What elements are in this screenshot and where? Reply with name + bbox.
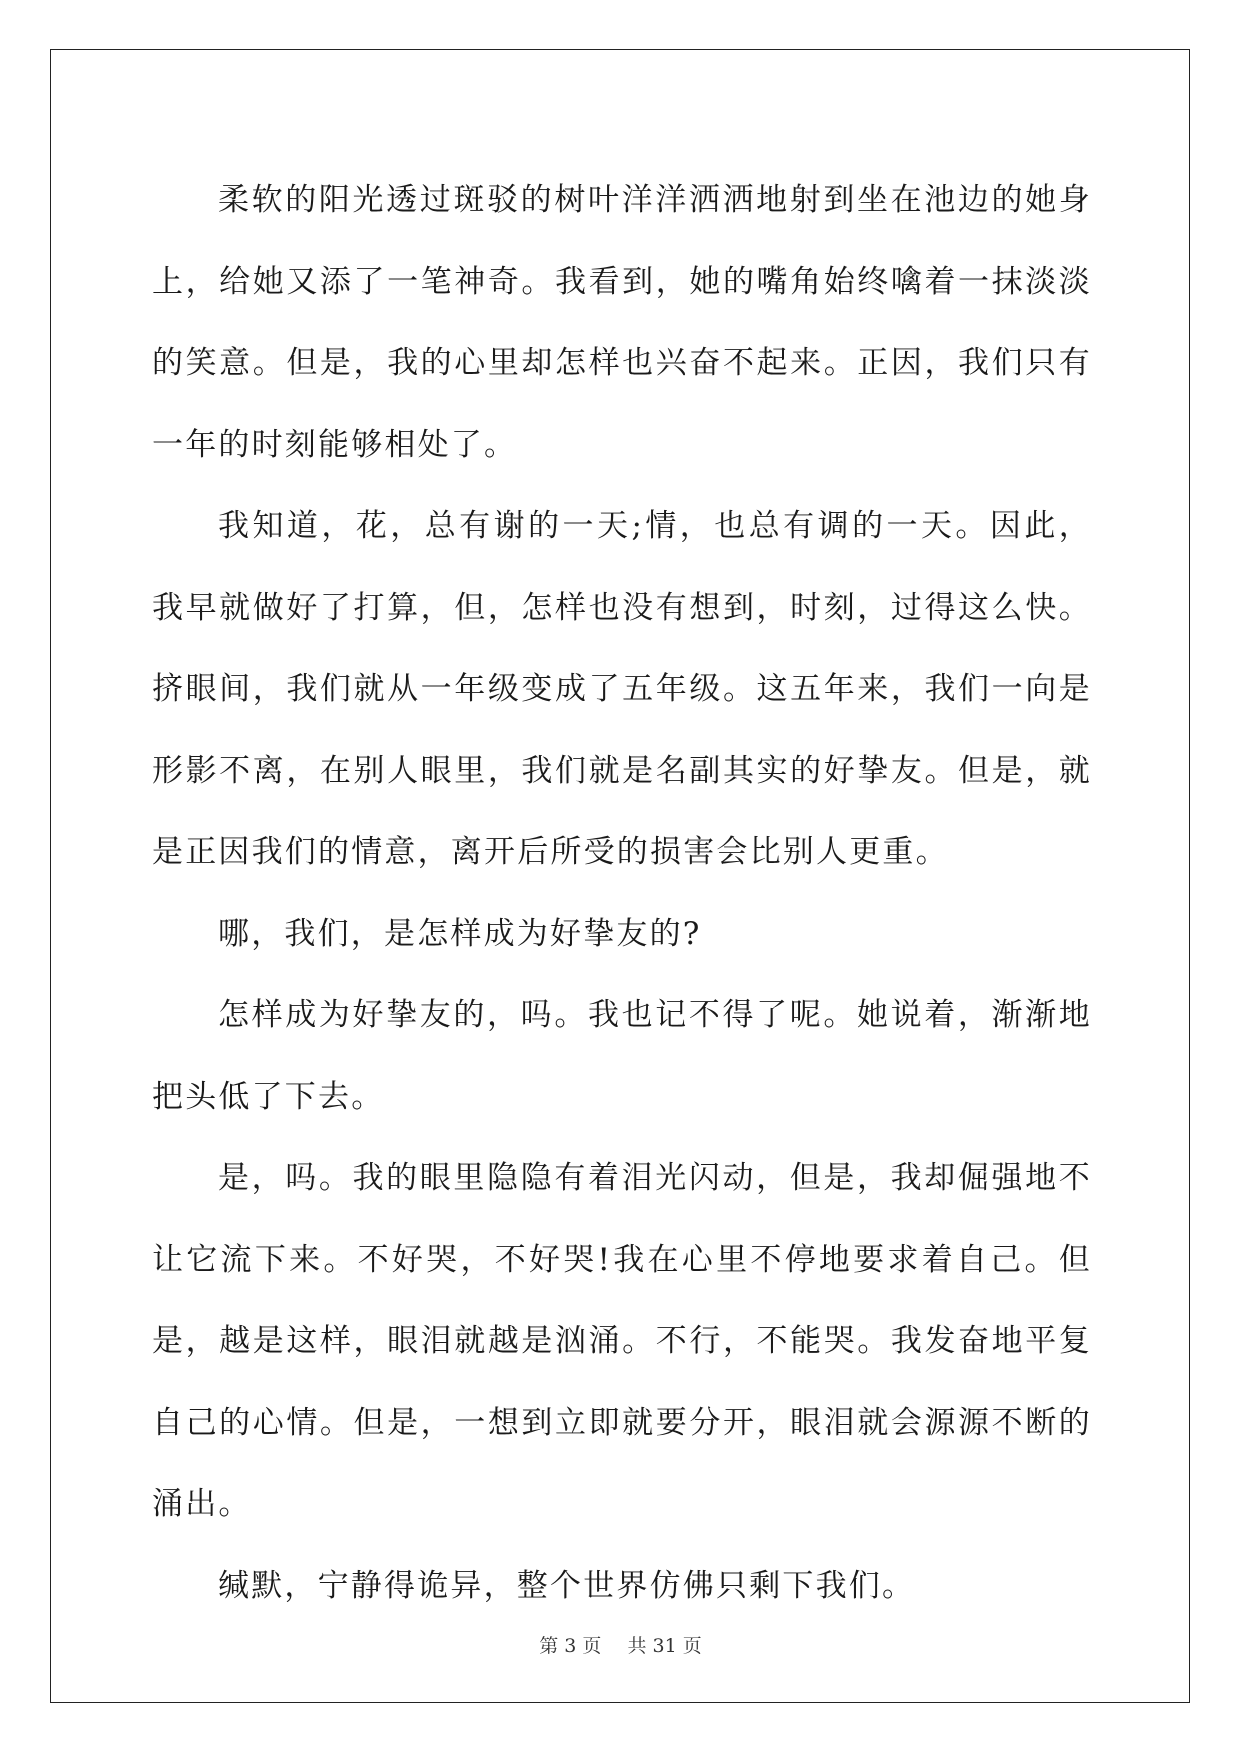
page-number-total: 共 31 页 [627, 1635, 702, 1657]
page-number-current: 第 3 页 [539, 1635, 602, 1657]
paragraph: 我知道，花，总有谢的一天;情，也总有调的一天。因此，我早就做好了打算，但，怎样也没有想到，时刻，过得这么快。挤眼间，我们就从一年级变成了五年级。这五年来，我们一向是形影不离，在别人眼里，我们就是名副其实的好挚友。但是，就是正因我们的情意，离开后所受的损害会比别人更重。 [152, 508, 1092, 870]
paragraph: 柔软的阳光透过斑驳的树叶洋洋洒洒地射到坐在池边的她身上，给她又添了一笔神奇。我看到，她的嘴角始终噙着一抹淡淡的笑意。但是，我的心里却怎样也兴奋不起来。正因，我们只有一年的时刻能够相处了。 [152, 182, 1092, 463]
document-body [152, 160, 1092, 1627]
page-footer [0, 1631, 1241, 1658]
paragraph: 是，吗。我的眼里隐隐有着泪光闪动，但是，我却倔强地不让它流下来。不好哭，不好哭!我在心里不停地要求着自己。但是，越是这样，眼泪就越是汹涌。不行，不能哭。我发奋地平复自己的心情。但是，一想到立即就要分开，眼泪就会源源不断的涌出。 [152, 1160, 1092, 1522]
paragraph: 哪，我们，是怎样成为好挚友的? [218, 915, 702, 952]
paragraph: 缄默，宁静得诡异，整个世界仿佛只剩下我们。 [218, 1567, 916, 1604]
paragraph: 怎样成为好挚友的，吗。我也记不得了呢。她说着，渐渐地把头低了下去。 [152, 997, 1092, 1115]
